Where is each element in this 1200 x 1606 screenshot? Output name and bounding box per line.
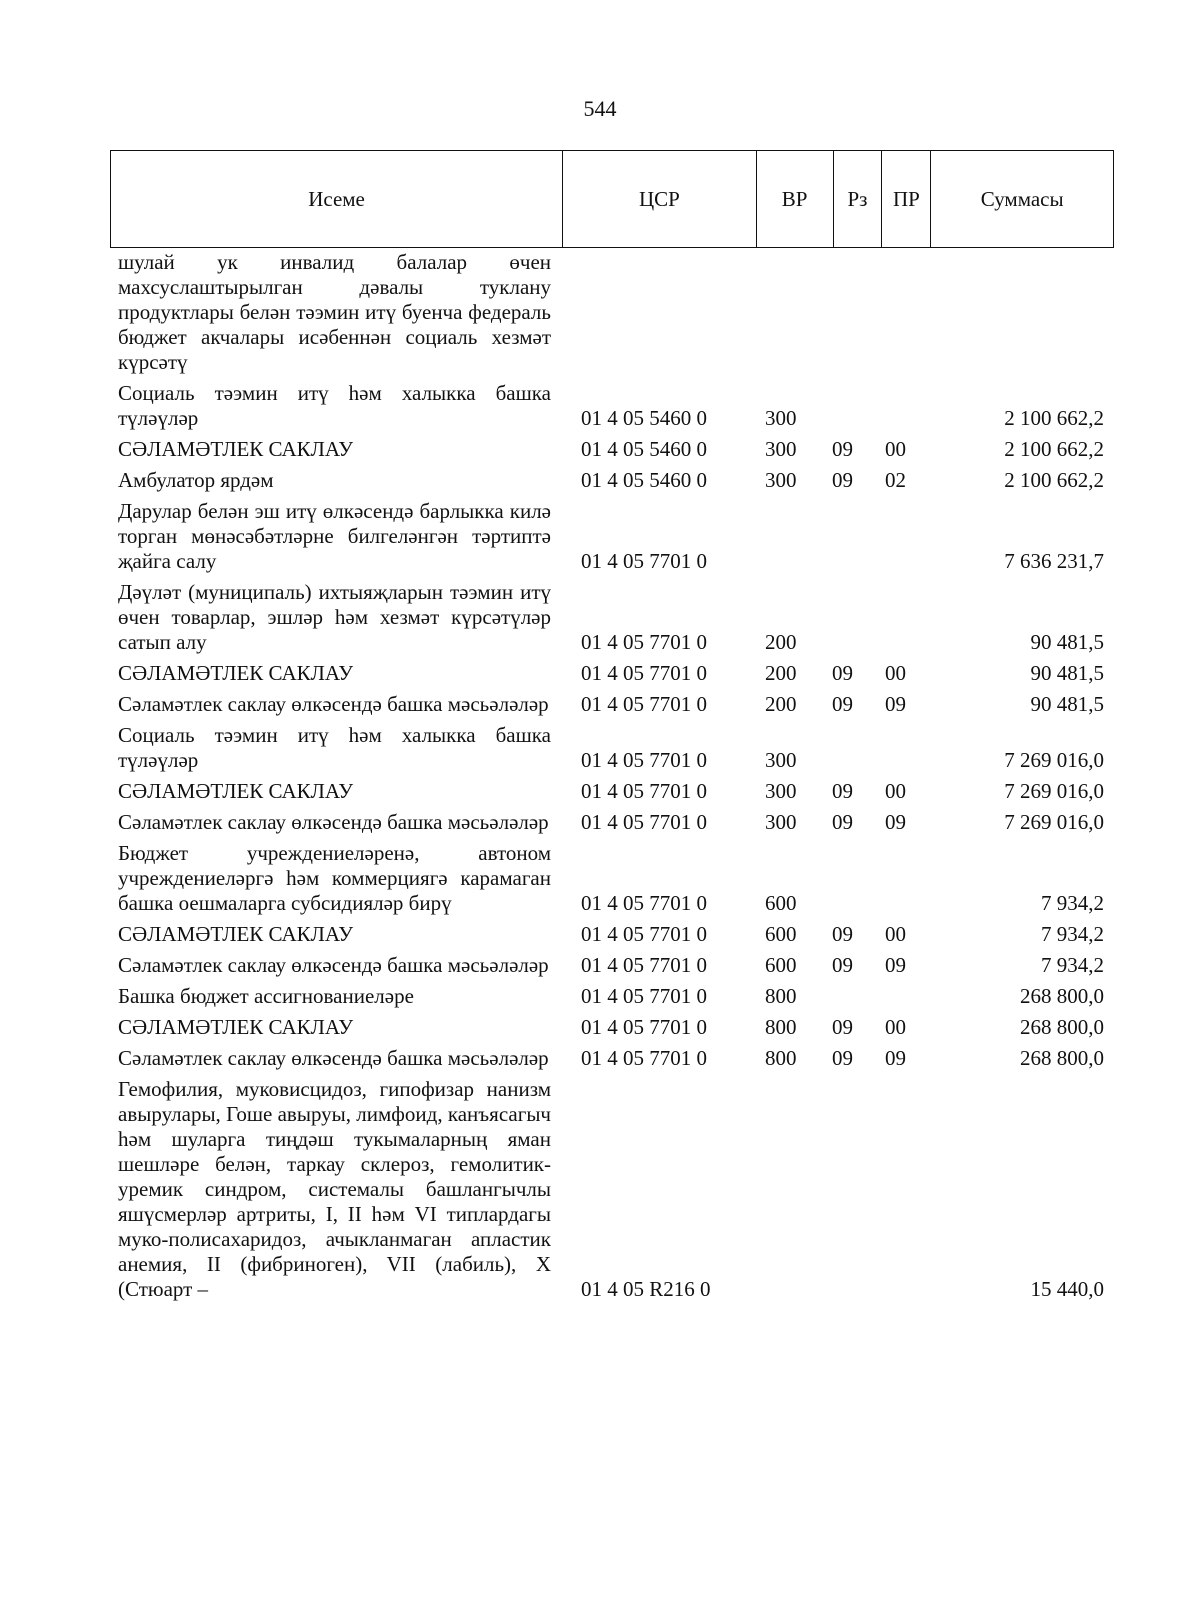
- header-vr: ВР: [757, 151, 834, 247]
- row-name: Сәламәтлек саклау өлкәсендә башка мәсьәләләр: [118, 953, 549, 977]
- row-pr: 09: [885, 692, 906, 716]
- row-name: СӘЛАМӘТЛЕК САКЛАУ: [118, 661, 354, 685]
- row-sum: 90 481,5: [1030, 692, 1104, 716]
- row-rz: 09: [832, 922, 853, 946]
- row-name: Гемофилия, муковисцидоз, гипофизар нанизм авырулары, Гоше авыруы, лимфоид, канъясагыч һәм шуларга тиңдәш тукымаларның яман шешләре белән, таркау склероз, гемолитик-уремик синдром, системалы башлангычлы яшүсмерләр артриты, I, II һәм VI типлардагы муко-полисахаридоз, ачыкланмаган апластик анемия, II (фибриноген), VII (лабиль), X (Стюарт –: [118, 1077, 551, 1301]
- table-row: [110, 381, 1114, 437]
- table-row: [110, 1077, 1114, 1308]
- row-sum: 15 440,0: [1030, 1277, 1104, 1301]
- row-csr: 01 4 05 7701 0: [581, 549, 707, 573]
- row-vr: 800: [765, 1015, 797, 1039]
- row-name: Сәламәтлек саклау өлкәсендә башка мәсьәләләр: [118, 1046, 549, 1070]
- row-sum: 90 481,5: [1030, 630, 1104, 654]
- row-csr: 01 4 05 7701 0: [581, 953, 707, 977]
- row-pr: 00: [885, 1015, 906, 1039]
- row-vr: 800: [765, 984, 797, 1008]
- row-name: Амбулатор ярдәм: [118, 468, 274, 492]
- header-sum: Суммасы: [980, 186, 1064, 211]
- header-pr: ПР: [882, 151, 931, 247]
- table-row: [110, 723, 1114, 779]
- table-row: [110, 922, 1114, 953]
- row-rz: 09: [832, 692, 853, 716]
- row-sum: 2 100 662,2: [1004, 406, 1104, 430]
- row-csr: 01 4 05 7701 0: [581, 630, 707, 654]
- row-name: Дәүләт (муниципаль) ихтыяҗларын тәэмин итү өчен товарлар, эшләр һәм хезмәт күрсәтүләр сатып алу: [118, 580, 551, 654]
- row-csr: 01 4 05 7701 0: [581, 661, 707, 685]
- page-number: 544: [583, 96, 617, 121]
- table-row: [110, 779, 1114, 810]
- row-name: СӘЛАМӘТЛЕК САКЛАУ: [118, 437, 354, 461]
- row-name: СӘЛАМӘТЛЕК САКЛАУ: [118, 922, 354, 946]
- row-pr: 00: [885, 437, 906, 461]
- table-row: [110, 661, 1114, 692]
- row-vr: 200: [765, 661, 797, 685]
- row-csr: 01 4 05 7701 0: [581, 692, 707, 716]
- row-name: Башка бюджет ассигнованиеләре: [118, 984, 414, 1008]
- table-row: [110, 437, 1114, 468]
- row-sum: 7 934,2: [1041, 953, 1104, 977]
- row-csr: 01 4 05 5460 0: [581, 406, 707, 430]
- row-name: Социаль тәэмин итү һәм халыкка башка түләүләр: [118, 723, 551, 772]
- row-pr: 09: [885, 953, 906, 977]
- table-header: [110, 150, 1114, 248]
- table-row: [110, 1046, 1114, 1077]
- row-sum: 7 269 016,0: [1004, 779, 1104, 803]
- row-csr: 01 4 05 5460 0: [581, 437, 707, 461]
- row-sum: 268 800,0: [1020, 984, 1104, 1008]
- row-csr: 01 4 05 7701 0: [581, 779, 707, 803]
- header-rz: Рз: [834, 151, 883, 247]
- row-csr: 01 4 05 7701 0: [581, 1015, 707, 1039]
- table-body: [110, 250, 1114, 1308]
- row-csr: 01 4 05 7701 0: [581, 810, 707, 834]
- row-vr: 300: [765, 810, 797, 834]
- header-name: Исеме: [111, 151, 563, 247]
- row-csr: 01 4 05 7701 0: [581, 891, 707, 915]
- row-vr: 600: [765, 891, 797, 915]
- row-vr: 300: [765, 748, 797, 772]
- row-vr: 800: [765, 1046, 797, 1070]
- row-rz: 09: [832, 779, 853, 803]
- row-vr: 200: [765, 630, 797, 654]
- row-csr: 01 4 05 5460 0: [581, 468, 707, 492]
- row-rz: 09: [832, 810, 853, 834]
- row-sum: 7 934,2: [1041, 891, 1104, 915]
- row-pr: 00: [885, 779, 906, 803]
- row-pr: 09: [885, 810, 906, 834]
- row-name: Сәламәтлек саклау өлкәсендә башка мәсьәләләр: [118, 810, 549, 834]
- row-rz: 09: [832, 661, 853, 685]
- row-vr: 300: [765, 437, 797, 461]
- row-sum: 7 269 016,0: [1004, 810, 1104, 834]
- row-rz: 09: [832, 953, 853, 977]
- row-sum: 7 934,2: [1041, 922, 1104, 946]
- row-pr: 09: [885, 1046, 906, 1070]
- row-csr: 01 4 05 R216 0: [581, 1277, 711, 1301]
- row-sum: 2 100 662,2: [1004, 468, 1104, 492]
- table-row: [110, 250, 1114, 381]
- row-sum: 2 100 662,2: [1004, 437, 1104, 461]
- row-pr: 02: [885, 468, 906, 492]
- row-name: СӘЛАМӘТЛЕК САКЛАУ: [118, 779, 354, 803]
- table-row: [110, 692, 1114, 723]
- row-name: Социаль тәэмин итү һәм халыкка башка түләүләр: [118, 381, 551, 430]
- row-pr: 00: [885, 922, 906, 946]
- row-name: шулай ук инвалид балалар өчен махсуслаштырылган дәвалы туклану продуктлары белән тәэмин итү буенча федераль бюджет акчалары исәбеннән социаль хезмәт күрсәтү: [118, 250, 551, 374]
- row-pr: 00: [885, 661, 906, 685]
- row-name: Бюджет учреждениеләренә, автоном учреждениеләргә һәм коммерциягә карамаган башка оешмаларга субсидияләр бирү: [118, 841, 551, 915]
- row-rz: 09: [832, 1046, 853, 1070]
- row-rz: 09: [832, 1015, 853, 1039]
- row-rz: 09: [832, 437, 853, 461]
- table-row: [110, 810, 1114, 841]
- row-sum: 7 636 231,7: [1004, 549, 1104, 573]
- table-row: [110, 468, 1114, 499]
- row-sum: 268 800,0: [1020, 1015, 1104, 1039]
- table-row: [110, 580, 1114, 661]
- row-vr: 300: [765, 406, 797, 430]
- row-sum: 268 800,0: [1020, 1046, 1104, 1070]
- row-vr: 600: [765, 922, 797, 946]
- row-vr: 200: [765, 692, 797, 716]
- row-sum: 7 269 016,0: [1004, 748, 1104, 772]
- table-row: [110, 499, 1114, 580]
- header-csr: ЦСР: [563, 151, 757, 247]
- row-vr: 300: [765, 468, 797, 492]
- row-csr: 01 4 05 7701 0: [581, 1046, 707, 1070]
- row-vr: 600: [765, 953, 797, 977]
- row-rz: 09: [832, 468, 853, 492]
- row-name: СӘЛАМӘТЛЕК САКЛАУ: [118, 1015, 354, 1039]
- table-row: [110, 984, 1114, 1015]
- row-vr: 300: [765, 779, 797, 803]
- table-row: [110, 841, 1114, 922]
- row-csr: 01 4 05 7701 0: [581, 922, 707, 946]
- row-name: Дарулар белән эш итү өлкәсендә барлыкка килә торган мөнәсәбәтләрне билгеләнгән тәртиптә җайга салу: [118, 499, 551, 573]
- row-name: Сәламәтлек саклау өлкәсендә башка мәсьәләләр: [118, 692, 549, 716]
- row-csr: 01 4 05 7701 0: [581, 748, 707, 772]
- row-csr: 01 4 05 7701 0: [581, 984, 707, 1008]
- table-row: [110, 953, 1114, 984]
- table-row: [110, 1015, 1114, 1046]
- row-sum: 90 481,5: [1030, 661, 1104, 685]
